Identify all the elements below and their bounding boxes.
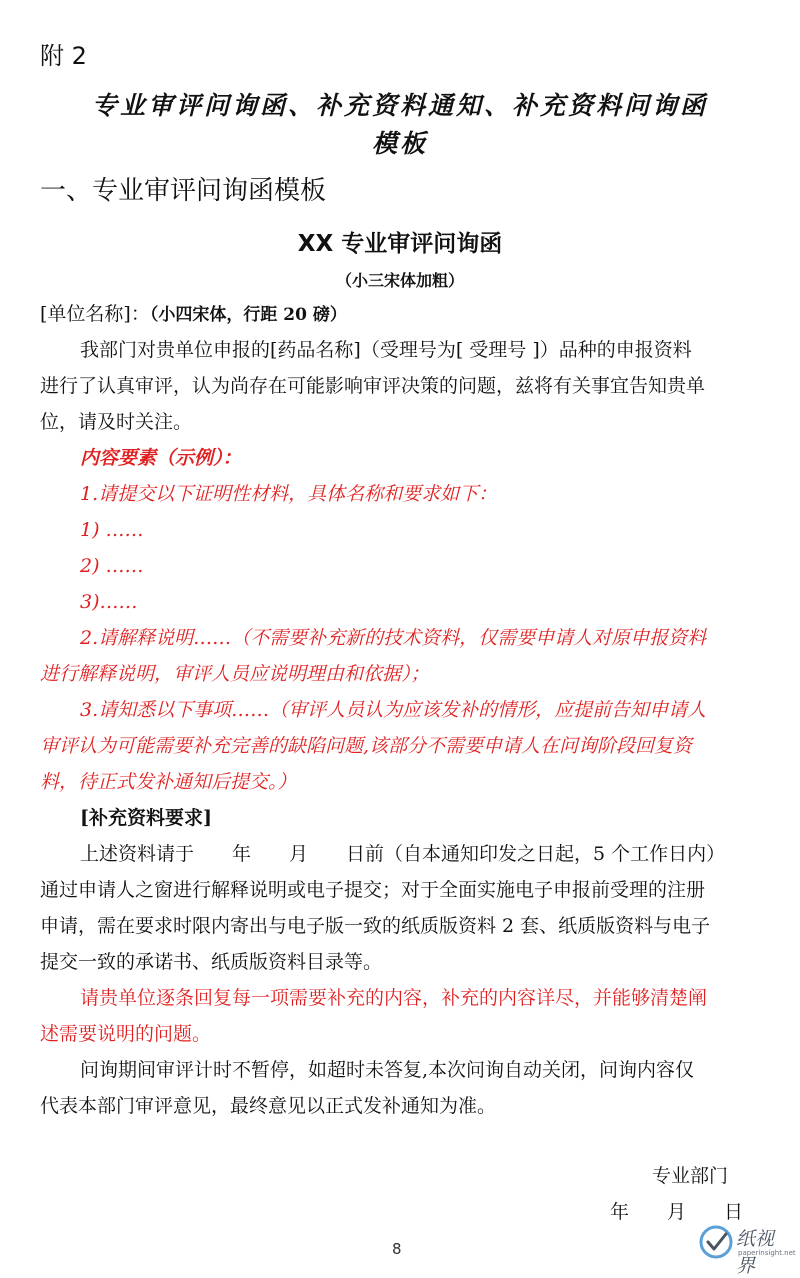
unit-placeholder: [单位名称]： (40, 303, 150, 325)
intro-line-1: 我部门对贵单位申报的[药品名称]（受理号为[ 受理号 ]）品种的申报资料 (80, 339, 692, 361)
brand-url: paperinsight.net (738, 1249, 796, 1257)
content-sub-3: 3)…… (80, 591, 138, 613)
watermark-logo (698, 1222, 796, 1277)
reply-line-1: 请贵单位逐条回复每一项需要补充的内容，补充的内容详尽，并能够清楚阐 (80, 987, 708, 1009)
main-title-line1: 专业审评问询函、补充资料通知、补充资料问询函 (91, 91, 708, 120)
content-item-3-line-3: 料，待正式发补通知后提交。） (40, 771, 297, 793)
brand-logo-icon (698, 1224, 734, 1260)
content-item-2-line-1: 2.请解释说明……（不需要补充新的技术资料，仅需要申请人对原申报资料 (80, 627, 707, 649)
supplement-heading: [补充资料要求] (80, 807, 212, 829)
pause-line-1: 问询期间审评计时不暂停，如超时未答复,本次问询自动关闭，问询内容仅 (80, 1059, 695, 1081)
pause-line-2: 代表本部门审评意见，最终意见以正式发补通知为准。 (40, 1095, 497, 1117)
main-title-line2: 模板 (371, 129, 428, 158)
signature-date: 年 月 日 (610, 1201, 744, 1223)
section1-heading: 一、专业审评问询函模板 (40, 176, 327, 206)
page-number: 8 (392, 1240, 402, 1258)
unit-line (40, 302, 347, 327)
content-item-2-line-2: 进行解释说明，审评人员应说明理由和依据）； (40, 663, 430, 685)
annex-label: 附 2 (40, 42, 87, 70)
supplement-line-1: 上述资料请于 年 月 日前（自本通知印发之日起，5 个工作日内） (80, 843, 726, 865)
content-sub-1: 1) …… (80, 519, 144, 541)
letter-title: XX 专业审评问询函 (297, 231, 503, 257)
supplement-line-4: 提交一致的承诺书、纸质版资料目录等。 (40, 951, 383, 973)
unit-format-note: （小四宋体，行距 20 磅） (149, 305, 347, 325)
content-elements-heading: 内容要素（示例）： (80, 447, 242, 469)
intro-line-3: 位，请及时关注。 (40, 411, 193, 433)
content-item-1: 1.请提交以下证明性材料，具体名称和要求如下： (80, 483, 498, 505)
intro-line-2: 进行了认真审评，认为尚存在可能影响审评决策的问题，兹将有关事宜告知贵单 (40, 375, 706, 397)
content-item-3-line-2: 审评认为可能需要补充完善的缺陷问题,该部分不需要申请人在问询阶段回复资 (40, 735, 693, 757)
reply-line-2: 述需要说明的问题。 (40, 1023, 212, 1045)
content-item-3-line-1: 3.请知悉以下事项……（审评人员认为应该发补的情形，应提前告知申请人 (80, 699, 707, 721)
supplement-line-2: 通过申请人之窗进行解释说明或电子提交；对于全面实施电子申报前受理的注册 (40, 879, 706, 901)
content-sub-2: 2) …… (80, 555, 144, 577)
supplement-line-3: 申请，需在要求时限内寄出与电子版一致的纸质版资料 2 套、纸质版资料与电子 (40, 915, 711, 937)
signature-dept: 专业部门 (652, 1165, 729, 1187)
letter-subtitle: （小三宋体加粗） (335, 271, 464, 290)
brand-name: 纸视界 (736, 1228, 775, 1277)
